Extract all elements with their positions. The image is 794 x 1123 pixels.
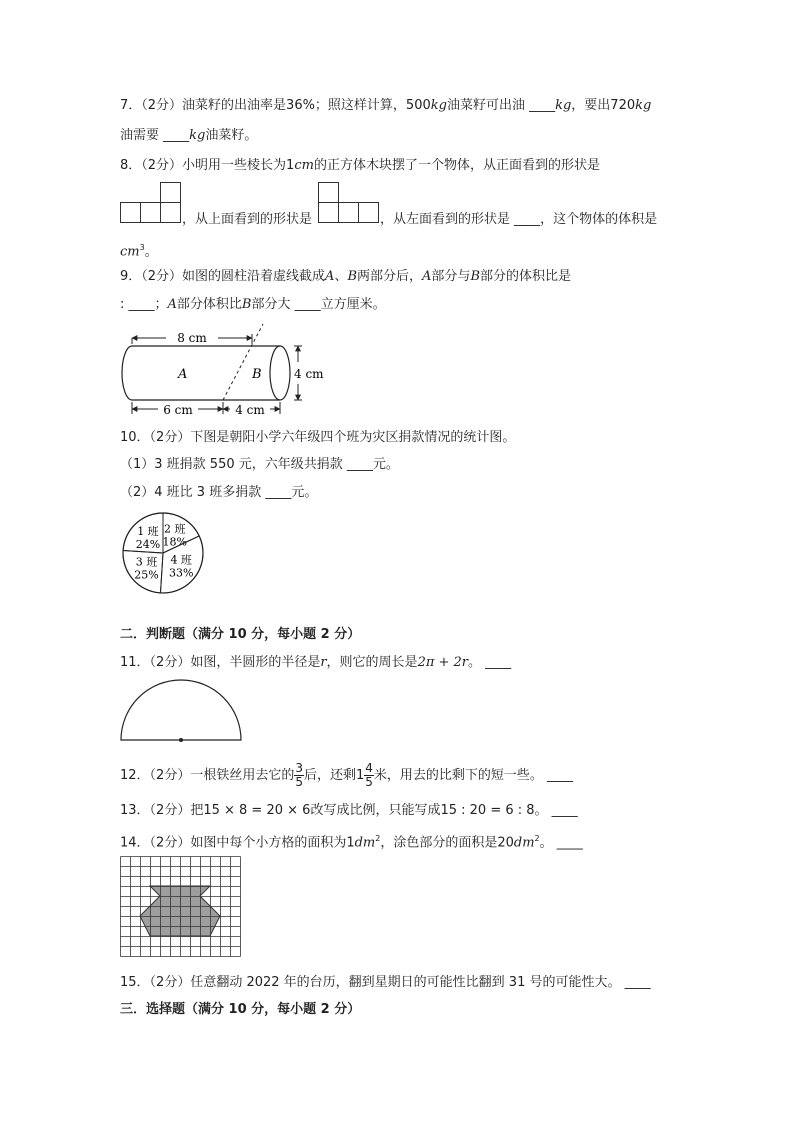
fraction-4-5: $\frac{4}{5}$ [365, 761, 373, 789]
q8-line3: $cm^3$。 [120, 243, 158, 260]
q8-line1: 8．（2分）小明用一些棱长为1cm的正方体木块摆了一个物体，从正面看到的形状是 [120, 158, 600, 173]
pie-value-1: 24% [135, 537, 161, 551]
cylinder-part-a: A [178, 367, 188, 382]
q12-line: 12．（2分）一根铁丝用去它的 $\frac{3}{5}$ 后，还剩1 $\frac{4}{5}$ 米，用去的比剩下的短一些。 ____ [120, 761, 574, 789]
fraction-3-5: $\frac{3}{5}$ [295, 761, 303, 789]
section-2-heading: 二．判断题（满分 10 分，每小题 2 分） [120, 627, 361, 642]
pie-label-3: 3 班 [135, 555, 158, 569]
grid-figure [120, 856, 242, 962]
pie-label-4: 4 班 [170, 553, 192, 567]
q9-line2: : ____；A部分体积比B部分大 ____立方厘米。 [120, 297, 386, 312]
cylinder-right-label: 4 cm [294, 367, 324, 381]
semicircle-figure [118, 678, 244, 744]
cylinder-figure [118, 322, 338, 422]
q10-line1: 10．（2分）下图是朝阳小学六年级四个班为灾区捐款情况的统计图。 [120, 430, 516, 445]
pie-value-2: 18% [162, 535, 188, 549]
pie-label-1: 1 班 [137, 524, 159, 538]
cylinder-bottom-right-label: 4 cm [235, 403, 265, 417]
q11-line: 11．（2分）如图，半圆形的半径是r，则它的周长是2π + 2r。 ____ [120, 655, 512, 670]
cylinder-bottom-left-label: 6 cm [163, 403, 193, 417]
cylinder-top-label: 8 cm [177, 331, 207, 345]
pie-label-2: 2 班 [164, 522, 186, 536]
cylinder-part-b: B [252, 367, 262, 382]
q8-line2a: ，从上面看到的形状是 [182, 212, 313, 227]
q14-line: 14．（2分）如图中每个小方格的面积为$1dm^2$，涂色部分的面积是$20dm^2$。 ____ [120, 834, 583, 851]
q8-line2b: ，从左面看到的形状是 ____，这个物体的体积是 [380, 212, 658, 227]
front-view-figure [120, 182, 182, 224]
q13-line: 13．（2分）把15 × 8 = 20 × 6改写成比例，只能写成15 : 20 = 6 : 8。 ____ [120, 803, 578, 818]
section-3-heading: 三．选择题（满分 10 分，每小题 2 分） [120, 1002, 361, 1017]
top-view-figure [318, 182, 380, 224]
q9-line1: 9．（2分）如图的圆柱沿着虚线截成A、B两部分后，A部分与B部分的体积比是 [120, 269, 572, 284]
pie-value-3: 25% [134, 568, 159, 582]
pie-value-4: 33% [168, 566, 194, 580]
q7-line2: 油需要 ____kg油菜籽。 [120, 128, 258, 143]
donation-pie-chart [120, 510, 206, 596]
q10-line3: （2）4 班比 3 班多捐款 ____元。 [120, 485, 318, 500]
q15-line: 15．（2分）任意翻动 2022 年的台历，翻到星期日的可能性比翻到 31 号的可能性大。 ____ [120, 975, 651, 990]
q10-line2: （1）3 班捐款 550 元，六年级共捐款 ____元。 [120, 457, 399, 472]
q7-line1: 7．（2分）油菜籽的出油率是36%；照这样计算，500kg油菜籽可出油 ____kg，要出720kg [120, 98, 652, 113]
